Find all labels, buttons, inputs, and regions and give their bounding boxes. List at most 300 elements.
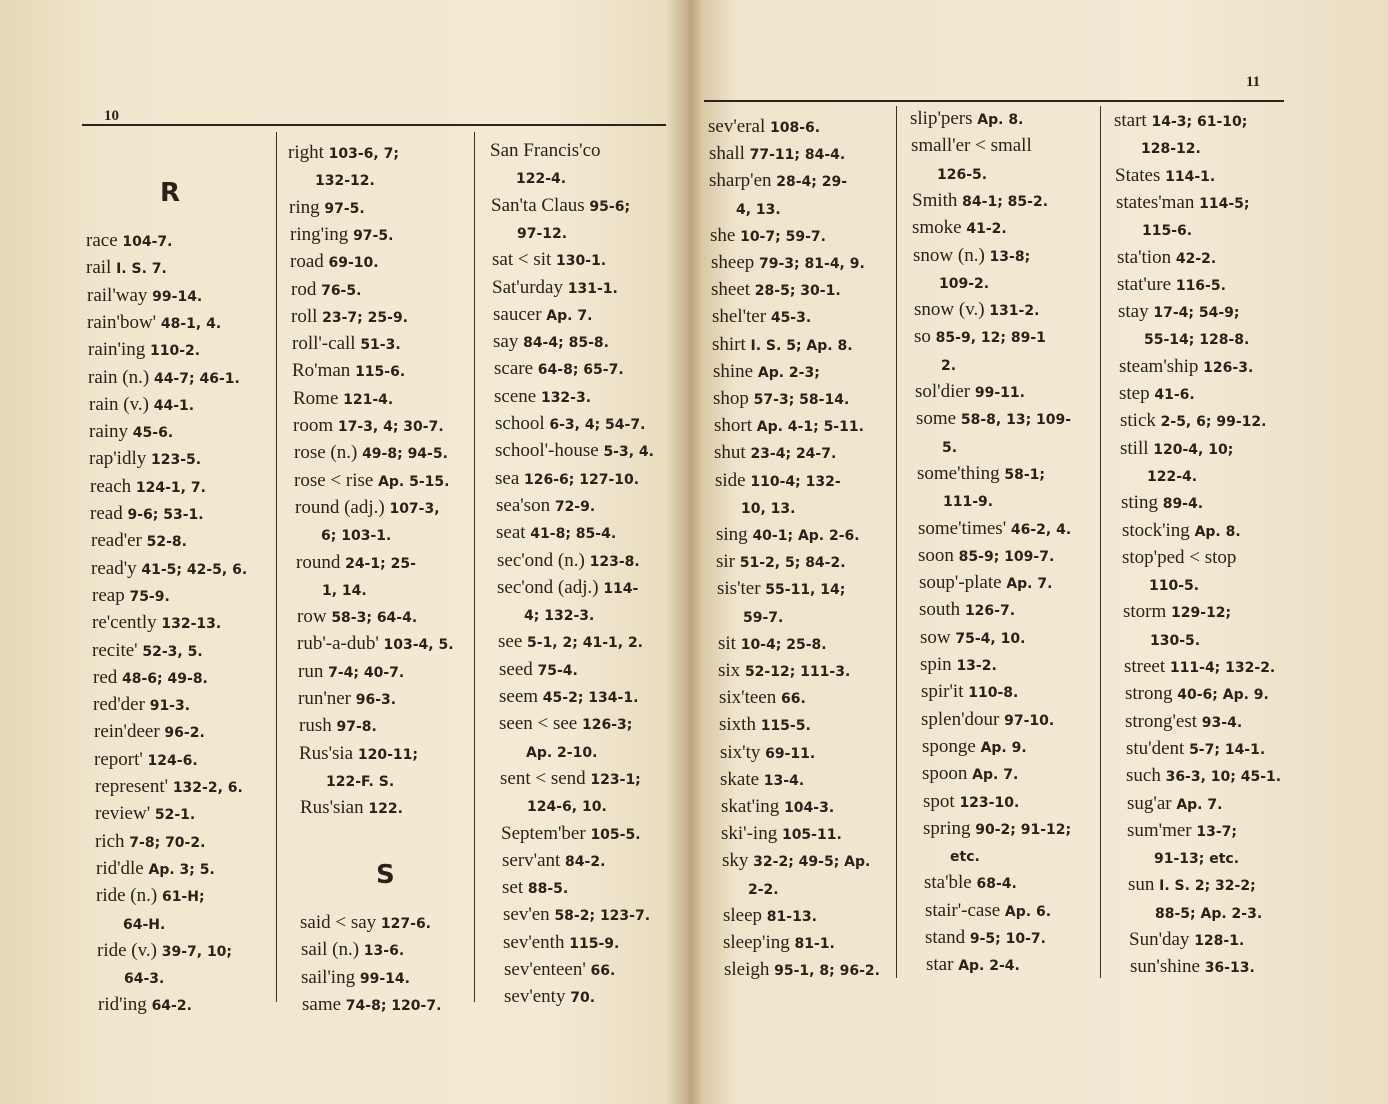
- headword: rail'way: [87, 284, 148, 306]
- index-entry: [722, 850, 870, 873]
- index-entry: [1122, 520, 1241, 543]
- page-reference: 116-5.: [1175, 277, 1226, 294]
- index-entry: [88, 339, 200, 362]
- headword: sun: [1128, 874, 1155, 896]
- headword: short: [714, 415, 752, 437]
- page-reference: Ap. 2-3;: [757, 364, 820, 381]
- index-entry: [95, 803, 195, 826]
- headword: sleigh: [724, 959, 770, 981]
- headword: spir'it: [921, 681, 964, 703]
- column-divider: [896, 106, 897, 978]
- headword: roll: [291, 305, 318, 327]
- headword: sleep'ing: [723, 932, 790, 953]
- page-reference: 103-6, 7;: [328, 146, 399, 162]
- index-entry: [292, 333, 401, 356]
- entry-continuation: 115-6.: [1142, 223, 1193, 240]
- entry-continuation: 126-5.: [937, 166, 988, 183]
- page-reference: 99-14.: [359, 970, 410, 987]
- headword: read'er: [91, 530, 142, 552]
- index-entry: [296, 552, 416, 575]
- page-reference: 10-7; 59-7.: [740, 228, 826, 245]
- index-entry: [502, 850, 605, 873]
- page-reference: 132-3.: [540, 389, 592, 406]
- index-entry: [298, 661, 404, 684]
- page-reference: 74-8; 120-7.: [345, 997, 442, 1014]
- index-entry: [1117, 247, 1216, 270]
- page-reference: 97-8.: [336, 719, 377, 736]
- headword: run'ner: [298, 688, 352, 709]
- headword: rain'bow': [87, 311, 157, 333]
- entry-continuation: 4; 132-3.: [524, 608, 595, 625]
- headword: sixth: [719, 714, 756, 736]
- index-entry: [1115, 165, 1215, 188]
- left-page-number: 10: [104, 108, 119, 124]
- index-entry: [919, 572, 1052, 595]
- index-entry: [1123, 601, 1231, 624]
- index-entry: [713, 388, 849, 411]
- page-reference: 75-4.: [537, 662, 578, 679]
- index-entry: [93, 667, 208, 690]
- index-entry: [295, 497, 440, 520]
- index-entry: [86, 257, 167, 280]
- page-reference: Ap. 8.: [1194, 523, 1241, 540]
- page-reference: 7-4; 40-7.: [328, 664, 405, 681]
- column-divider: [1100, 106, 1101, 978]
- headword: sow: [920, 626, 951, 648]
- page-reference: 44-1.: [153, 397, 195, 414]
- page-reference: 2-5, 6; 99-12.: [1160, 414, 1267, 431]
- headword: sir: [716, 551, 735, 573]
- headword: seen < see: [499, 713, 578, 735]
- headword: rose (n.): [294, 442, 358, 464]
- page-reference: 123-8.: [589, 553, 640, 570]
- headword: sol'dier: [915, 381, 971, 402]
- headword: south: [919, 599, 961, 621]
- index-entry: [495, 413, 645, 436]
- index-entry: [501, 823, 641, 846]
- index-entry: [499, 659, 578, 682]
- page-reference: 129-12;: [1171, 605, 1232, 622]
- page-reference: 52-12; 111-3.: [744, 664, 851, 680]
- index-entry: [504, 986, 595, 1009]
- headword: start: [1114, 110, 1147, 131]
- headword: red: [93, 666, 118, 688]
- headword: so: [914, 326, 931, 348]
- headword: scene: [494, 385, 537, 407]
- index-entry: [1122, 547, 1236, 569]
- headword: storm: [1123, 601, 1167, 623]
- page-reference: 48-6; 49-8.: [122, 670, 208, 687]
- index-entry: [915, 381, 1025, 404]
- headword: stand: [925, 927, 966, 948]
- headword: soup'-plate: [919, 572, 1002, 594]
- page-reference: 115-6.: [355, 364, 406, 381]
- headword: rich: [95, 830, 125, 852]
- headword: ride (n.): [96, 885, 158, 907]
- entry-continuation: 91-13; etc.: [1154, 851, 1240, 868]
- headword: right: [288, 142, 324, 163]
- index-entry: [714, 415, 864, 438]
- index-entry: [92, 612, 221, 635]
- page-reference: 58-2; 123-7.: [554, 908, 651, 925]
- page-reference: 93-4.: [1201, 714, 1243, 731]
- index-entry: [290, 224, 393, 247]
- index-entry: [1119, 356, 1253, 379]
- headword: race: [86, 230, 118, 251]
- index-entry: [724, 959, 880, 982]
- headword: round (adj.): [295, 496, 385, 518]
- headword: report': [94, 748, 143, 770]
- index-entry: [923, 818, 1071, 841]
- index-entry: [710, 225, 826, 248]
- headword: slip'pers: [910, 108, 973, 129]
- page-reference: 95-1, 8; 96-2.: [774, 963, 880, 980]
- page-reference: Ap. 7.: [546, 307, 593, 324]
- entry-continuation: 64-H.: [123, 916, 166, 933]
- index-entry: [921, 709, 1054, 732]
- page-reference: 6-3, 4; 54-7.: [549, 417, 646, 433]
- index-entry: [89, 394, 194, 417]
- headword: rain (n.): [88, 366, 150, 388]
- index-entry: [89, 448, 201, 471]
- index-entry: [717, 578, 845, 601]
- headword: soon: [918, 544, 954, 566]
- headword: sheet: [711, 279, 751, 301]
- headword: Rus'sian: [300, 797, 364, 819]
- headword: some'times': [918, 517, 1007, 539]
- page-reference: 110-8.: [968, 685, 1019, 702]
- page-reference: 75-9.: [129, 588, 170, 605]
- index-entry: [916, 408, 1071, 431]
- headword: read'y: [91, 557, 137, 579]
- headword: spin: [920, 654, 952, 675]
- entry-continuation: 5.: [942, 439, 958, 456]
- page-reference: 51-2, 5; 84-2.: [739, 555, 846, 572]
- headword: rub'-a-dub': [297, 633, 379, 655]
- page-reference: 126-7.: [964, 603, 1016, 620]
- headword: shop: [713, 388, 749, 409]
- page-reference: 52-1.: [154, 807, 196, 824]
- index-entry: [92, 640, 203, 663]
- page-reference: 76-5.: [321, 282, 362, 299]
- headword: room: [293, 415, 334, 436]
- index-entry: [1127, 820, 1237, 843]
- index-entry: [718, 660, 850, 683]
- index-entry: [88, 367, 240, 390]
- index-entry: [291, 306, 408, 329]
- column-divider: [474, 132, 475, 1002]
- headword: sing: [716, 524, 748, 545]
- index-entry: [712, 306, 811, 329]
- index-entry: [911, 135, 1032, 157]
- headword: star: [926, 954, 954, 976]
- headword: sting: [1121, 492, 1158, 514]
- page-reference: 91-3.: [149, 698, 191, 715]
- page-reference: 64-8; 65-7.: [537, 362, 624, 379]
- index-entry: [1118, 301, 1240, 324]
- index-entry: [919, 599, 1015, 622]
- page-reference: 128-1.: [1194, 933, 1245, 949]
- page-reference: 99-11.: [974, 385, 1025, 401]
- headword: sky: [722, 850, 749, 872]
- index-entry: [498, 631, 643, 654]
- index-entry: [490, 140, 601, 162]
- index-entry: [715, 470, 841, 493]
- index-entry: [924, 872, 1017, 895]
- index-entry: [293, 415, 444, 438]
- index-entry: [1119, 383, 1195, 406]
- headword: rein'deer: [94, 721, 160, 743]
- headword: stop'ped < stop: [1122, 546, 1237, 568]
- headword: shall: [709, 143, 745, 165]
- index-entry: [493, 331, 609, 354]
- headword: states'man: [1116, 191, 1195, 213]
- page-reference: 36-13.: [1204, 960, 1255, 977]
- index-entry: [93, 694, 190, 717]
- headword: recite': [92, 639, 138, 661]
- page-reference: 52-8.: [146, 534, 187, 551]
- index-entry: [301, 967, 410, 990]
- index-entry: [297, 606, 417, 629]
- page-reference: 114-1.: [1165, 168, 1216, 185]
- headword: sat < sit: [492, 249, 552, 271]
- page-reference: 88-5.: [527, 881, 569, 898]
- page-reference: 64-2.: [151, 998, 192, 1015]
- index-entry: [497, 550, 640, 573]
- page-reference: 97-10.: [1004, 712, 1055, 729]
- headword: said < say: [300, 912, 377, 933]
- page-reference: 7-8; 70-2.: [129, 834, 206, 851]
- index-entry: [293, 388, 393, 411]
- page-reference: 126-3;: [582, 717, 633, 734]
- page-reference: 110-4; 132-: [750, 473, 841, 490]
- page-reference: 13-6.: [363, 943, 405, 960]
- headword: such: [1126, 765, 1161, 787]
- page-reference: 70.: [570, 990, 596, 1007]
- index-entry: [925, 900, 1051, 923]
- index-entry: [495, 468, 639, 491]
- entry-continuation: 111-9.: [943, 494, 994, 511]
- headword: shut: [714, 442, 746, 464]
- index-entry: [721, 823, 842, 846]
- headword: stick: [1120, 410, 1156, 432]
- headword: ride (v.): [97, 939, 157, 961]
- index-entry: [494, 358, 624, 381]
- index-entry: [496, 522, 616, 545]
- index-entry: [1128, 874, 1256, 897]
- index-entry: [712, 334, 853, 357]
- headword: sec'ond (n.): [497, 549, 585, 571]
- page-reference: 110-2.: [150, 343, 201, 360]
- index-entry: [1120, 410, 1266, 433]
- headword: sun'shine: [1130, 956, 1200, 978]
- index-entry: [709, 143, 845, 166]
- headword: shine: [713, 360, 754, 382]
- page-reference: 72-9.: [554, 498, 596, 515]
- headword: skate: [720, 768, 760, 790]
- page-reference: Ap. 7.: [1006, 576, 1053, 593]
- page-reference: 41-5; 42-5, 6.: [141, 561, 248, 578]
- page-reference: 85-9, 12; 89-1: [935, 330, 1046, 347]
- page-reference: 84-1; 85-2.: [962, 193, 1049, 210]
- headword: spoon: [922, 763, 968, 785]
- page-reference: 13-7;: [1196, 823, 1238, 840]
- page-reference: 9-5; 10-7.: [969, 931, 1046, 947]
- page-reference: 132-13.: [161, 616, 222, 633]
- page-reference: 13-2.: [956, 658, 997, 674]
- index-entry: [89, 421, 173, 444]
- entry-continuation: 122-4.: [516, 171, 567, 188]
- page-reference: 52-3, 5.: [142, 643, 203, 660]
- index-entry: [91, 530, 187, 553]
- page-reference: 111-4; 132-2.: [1169, 660, 1276, 676]
- headword: sta'tion: [1117, 246, 1172, 268]
- entry-continuation: 97-12.: [517, 225, 568, 242]
- index-entry: [912, 190, 1048, 213]
- page-reference: 5-1, 2; 41-1, 2.: [527, 635, 644, 652]
- index-entry: [920, 654, 997, 677]
- page-reference: 57-3; 58-14.: [753, 392, 850, 408]
- page-reference: 66.: [590, 963, 616, 979]
- headword: row: [297, 606, 327, 628]
- headword: steam'ship: [1119, 355, 1199, 377]
- page-reference: 45-6.: [132, 425, 174, 442]
- page-reference: 114-5;: [1199, 195, 1250, 212]
- headword: street: [1124, 656, 1166, 677]
- page-reference: 95-6;: [589, 198, 631, 215]
- headword: she: [710, 224, 736, 246]
- index-entry: [493, 304, 592, 327]
- headword: shirt: [712, 333, 746, 355]
- page-reference: 61-H;: [161, 889, 205, 906]
- page-reference: Ap. 5-15.: [378, 473, 450, 490]
- entry-continuation: 6; 103-1.: [321, 528, 392, 545]
- headword: rid'ing: [98, 994, 147, 1016]
- index-entry: [719, 714, 811, 737]
- headword: serv'ant: [502, 849, 561, 871]
- index-entry: [300, 797, 403, 820]
- page-reference: 123-1;: [590, 771, 641, 788]
- page-reference: 14-3; 61-10;: [1151, 114, 1248, 130]
- section-letter: S: [376, 860, 395, 890]
- index-entry: [294, 470, 449, 493]
- headword: Rome: [293, 387, 339, 409]
- headword: sta'ble: [924, 872, 972, 894]
- index-entry: [299, 743, 418, 766]
- page-reference: 84-2.: [565, 853, 606, 870]
- index-entry: [494, 386, 591, 409]
- headword: splen'dour: [921, 708, 1000, 730]
- left-header-rule: [82, 124, 666, 126]
- headword: sev'en: [503, 904, 550, 926]
- index-entry: [1121, 492, 1203, 515]
- entry-continuation: 2-2.: [748, 881, 779, 898]
- index-entry: [914, 326, 1046, 349]
- page-reference: 28-5; 30-1.: [754, 283, 841, 300]
- index-entry: [714, 442, 836, 465]
- headword: stat'ure: [1117, 273, 1172, 295]
- headword: sec'ond (adj.): [497, 576, 599, 598]
- headword: saucer: [493, 303, 542, 325]
- headword: Septem'ber: [501, 822, 586, 844]
- page-reference: 124-6.: [147, 752, 198, 769]
- page-reference: 23-4; 24-7.: [750, 446, 837, 463]
- headword: San Francis'co: [490, 140, 601, 161]
- index-entry: [1117, 274, 1226, 297]
- page-reference: 77-11; 84-4.: [749, 147, 846, 164]
- index-entry: [299, 715, 377, 738]
- entry-continuation: 124-6, 10.: [527, 799, 607, 816]
- entry-continuation: 59-7.: [743, 609, 784, 626]
- index-entry: [98, 994, 192, 1017]
- page-reference: 58-8, 13; 109-: [960, 412, 1072, 429]
- page-reference: 32-2; 49-5; Ap.: [753, 854, 871, 871]
- index-entry: [721, 796, 834, 819]
- entry-continuation: 122-4.: [1147, 468, 1198, 485]
- headword: sharp'en: [709, 170, 772, 192]
- index-entry: [297, 633, 454, 656]
- page-reference: 120-11;: [357, 746, 418, 763]
- page-reference: I. S. 7.: [116, 261, 167, 278]
- page-reference: 84-4; 85-8.: [523, 335, 609, 352]
- index-entry: [1126, 765, 1281, 788]
- page-reference: Ap. 7.: [1176, 796, 1223, 813]
- page-reference: 105-11.: [781, 827, 842, 844]
- entry-continuation: 64-3.: [124, 971, 165, 988]
- page-reference: 45-2; 134-1.: [542, 690, 639, 706]
- headword: reap: [92, 584, 125, 606]
- index-entry: [1130, 956, 1255, 979]
- headword: say: [493, 331, 519, 353]
- headword: rainy: [89, 421, 129, 443]
- entry-continuation: 2.: [941, 357, 957, 374]
- index-entry: [713, 361, 820, 384]
- index-entry: [1116, 192, 1249, 215]
- index-entry: [499, 686, 638, 709]
- index-entry: [290, 251, 379, 274]
- headword: sev'eral: [708, 116, 766, 137]
- page-reference: 24-1; 25-: [345, 555, 416, 572]
- index-entry: [917, 463, 1045, 486]
- index-entry: [711, 252, 865, 275]
- index-entry: [300, 912, 431, 935]
- entry-continuation: Ap. 2-10.: [526, 744, 598, 761]
- page-reference: 122.: [368, 801, 403, 818]
- entry-continuation: 55-14; 128-8.: [1144, 332, 1250, 349]
- entry-continuation: 132-12.: [315, 173, 375, 190]
- headword: some'thing: [917, 462, 1000, 484]
- page-reference: 104-3.: [784, 800, 835, 816]
- headword: sea'son: [496, 494, 551, 516]
- index-entry: [497, 577, 638, 600]
- headword: reach: [90, 475, 132, 497]
- headword: rap'idly: [89, 448, 147, 470]
- page-reference: 114-: [603, 580, 639, 597]
- page-reference: Ap. 7.: [972, 767, 1019, 784]
- page-reference: 58-1;: [1004, 466, 1045, 483]
- index-entry: [716, 551, 846, 574]
- index-entry: [922, 763, 1018, 786]
- index-entry: [720, 769, 804, 792]
- headword: ski'-ing: [721, 823, 778, 845]
- headword: sea: [495, 467, 520, 489]
- page-reference: 132-2, 6.: [172, 780, 243, 796]
- page-reference: Ap. 9.: [980, 739, 1027, 756]
- index-entry: [918, 545, 1054, 568]
- page-reference: 55-11, 14;: [765, 582, 846, 599]
- index-entry: [1125, 711, 1242, 734]
- page-reference: 108-6.: [769, 120, 821, 136]
